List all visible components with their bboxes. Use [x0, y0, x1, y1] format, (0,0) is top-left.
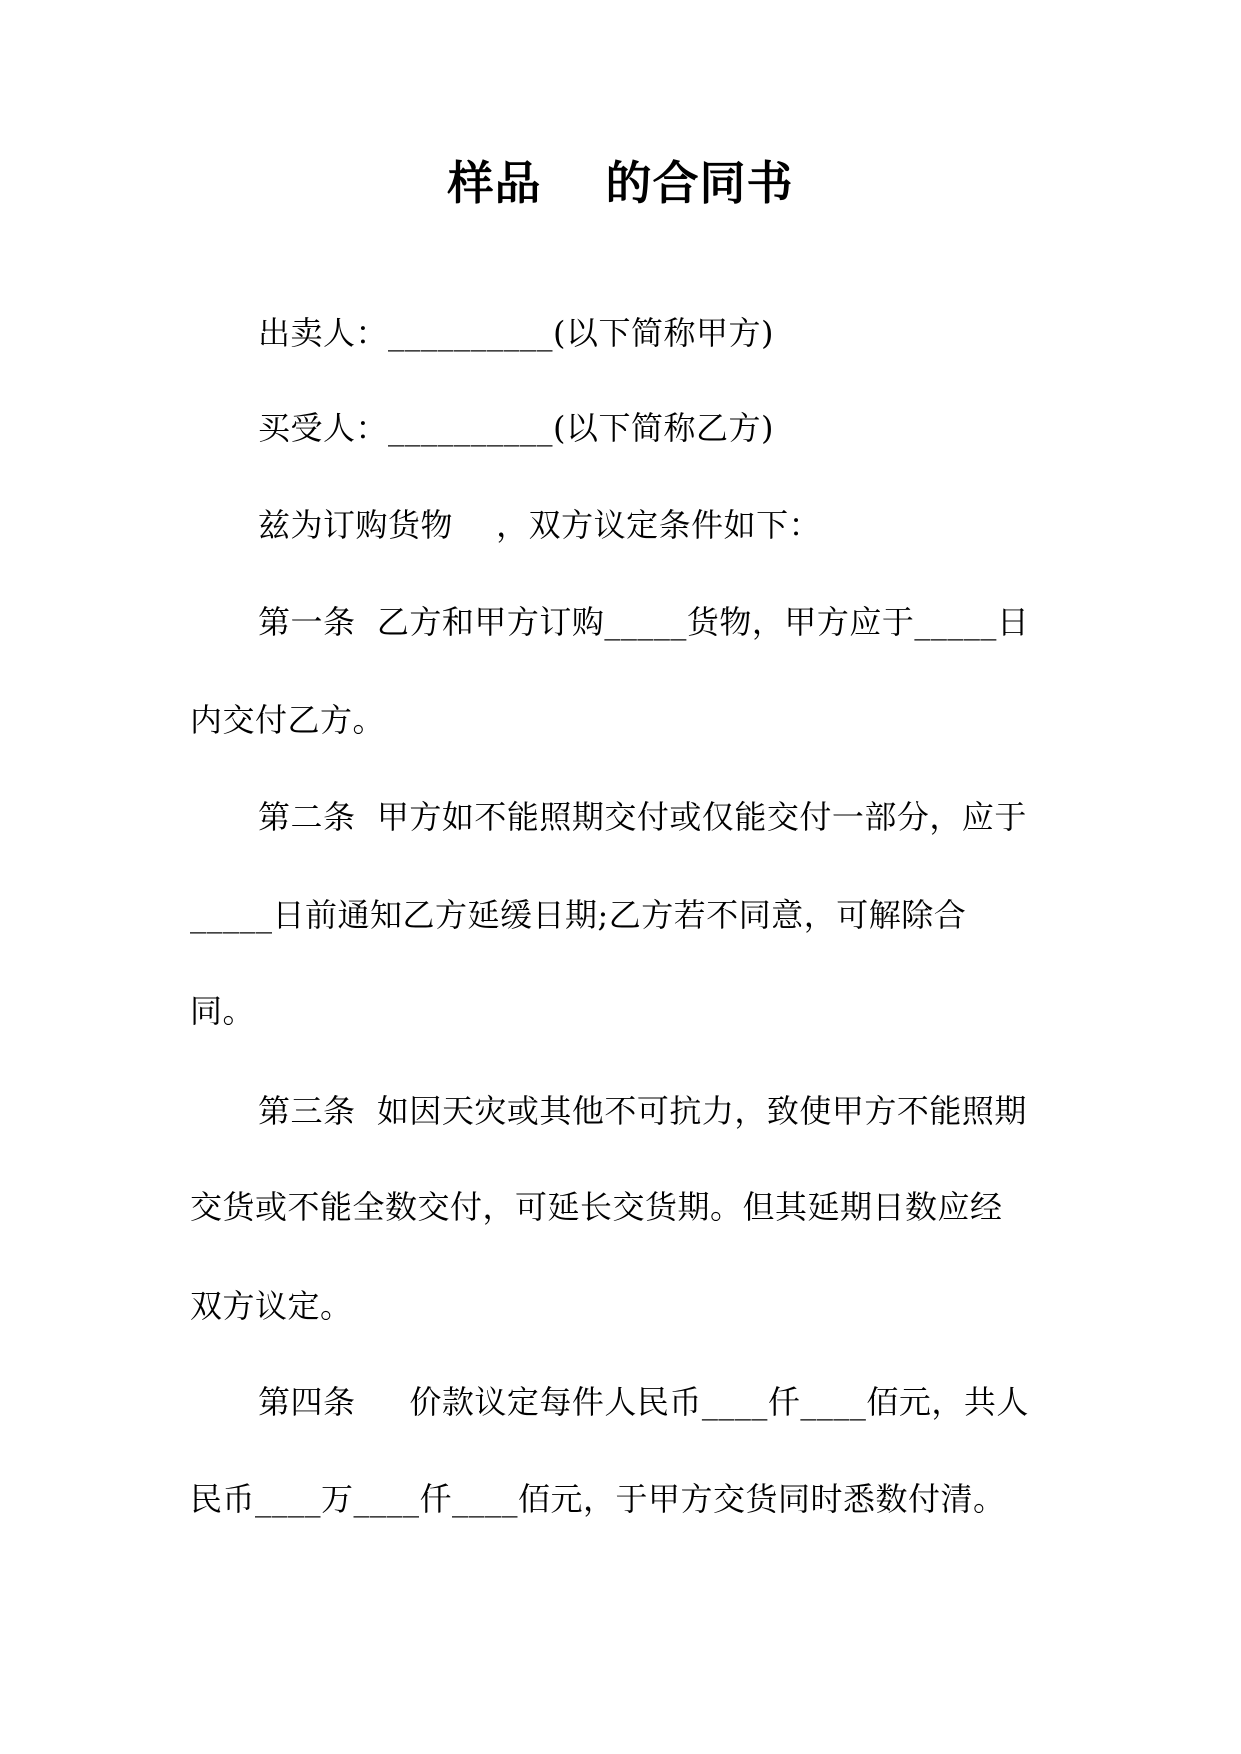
document-title: 样品 的合同书 [447, 156, 794, 210]
article-1-line-2: 内交付乙方。 [190, 701, 386, 739]
article-4-line-2: 民币____万____仟____佰元，于甲方交货同时悉数付清。 [190, 1480, 1006, 1518]
article-2-line-2: _____日前通知乙方延缓日期;乙方若不同意，可解除合 [190, 896, 967, 934]
article-3-line-3: 双方议定。 [190, 1287, 353, 1325]
article-2-line-1: 第二条 甲方如不能照期交付或仅能交付一部分，应于 [258, 798, 1027, 836]
article-4-line-1: 第四条 价款议定每件人民币____仟____佰元，共人 [258, 1383, 1029, 1421]
article-2-line-3: 同。 [190, 992, 256, 1030]
article-3-line-2: 交货或不能全数交付，可延长交货期。但其延期日数应经 [190, 1188, 1003, 1226]
article-1-line-1: 第一条 乙方和甲方订购_____货物，甲方应于_____日 [258, 603, 1030, 641]
intro-line: 兹为订购货物 ，双方议定条件如下： [258, 506, 822, 544]
buyer-line: 买受人：__________(以下简称乙方) [258, 409, 774, 447]
seller-line: 出卖人：__________(以下简称甲方) [258, 314, 774, 352]
article-3-line-1: 第三条 如因天灾或其他不可抗力，致使甲方不能照期 [258, 1092, 1027, 1130]
